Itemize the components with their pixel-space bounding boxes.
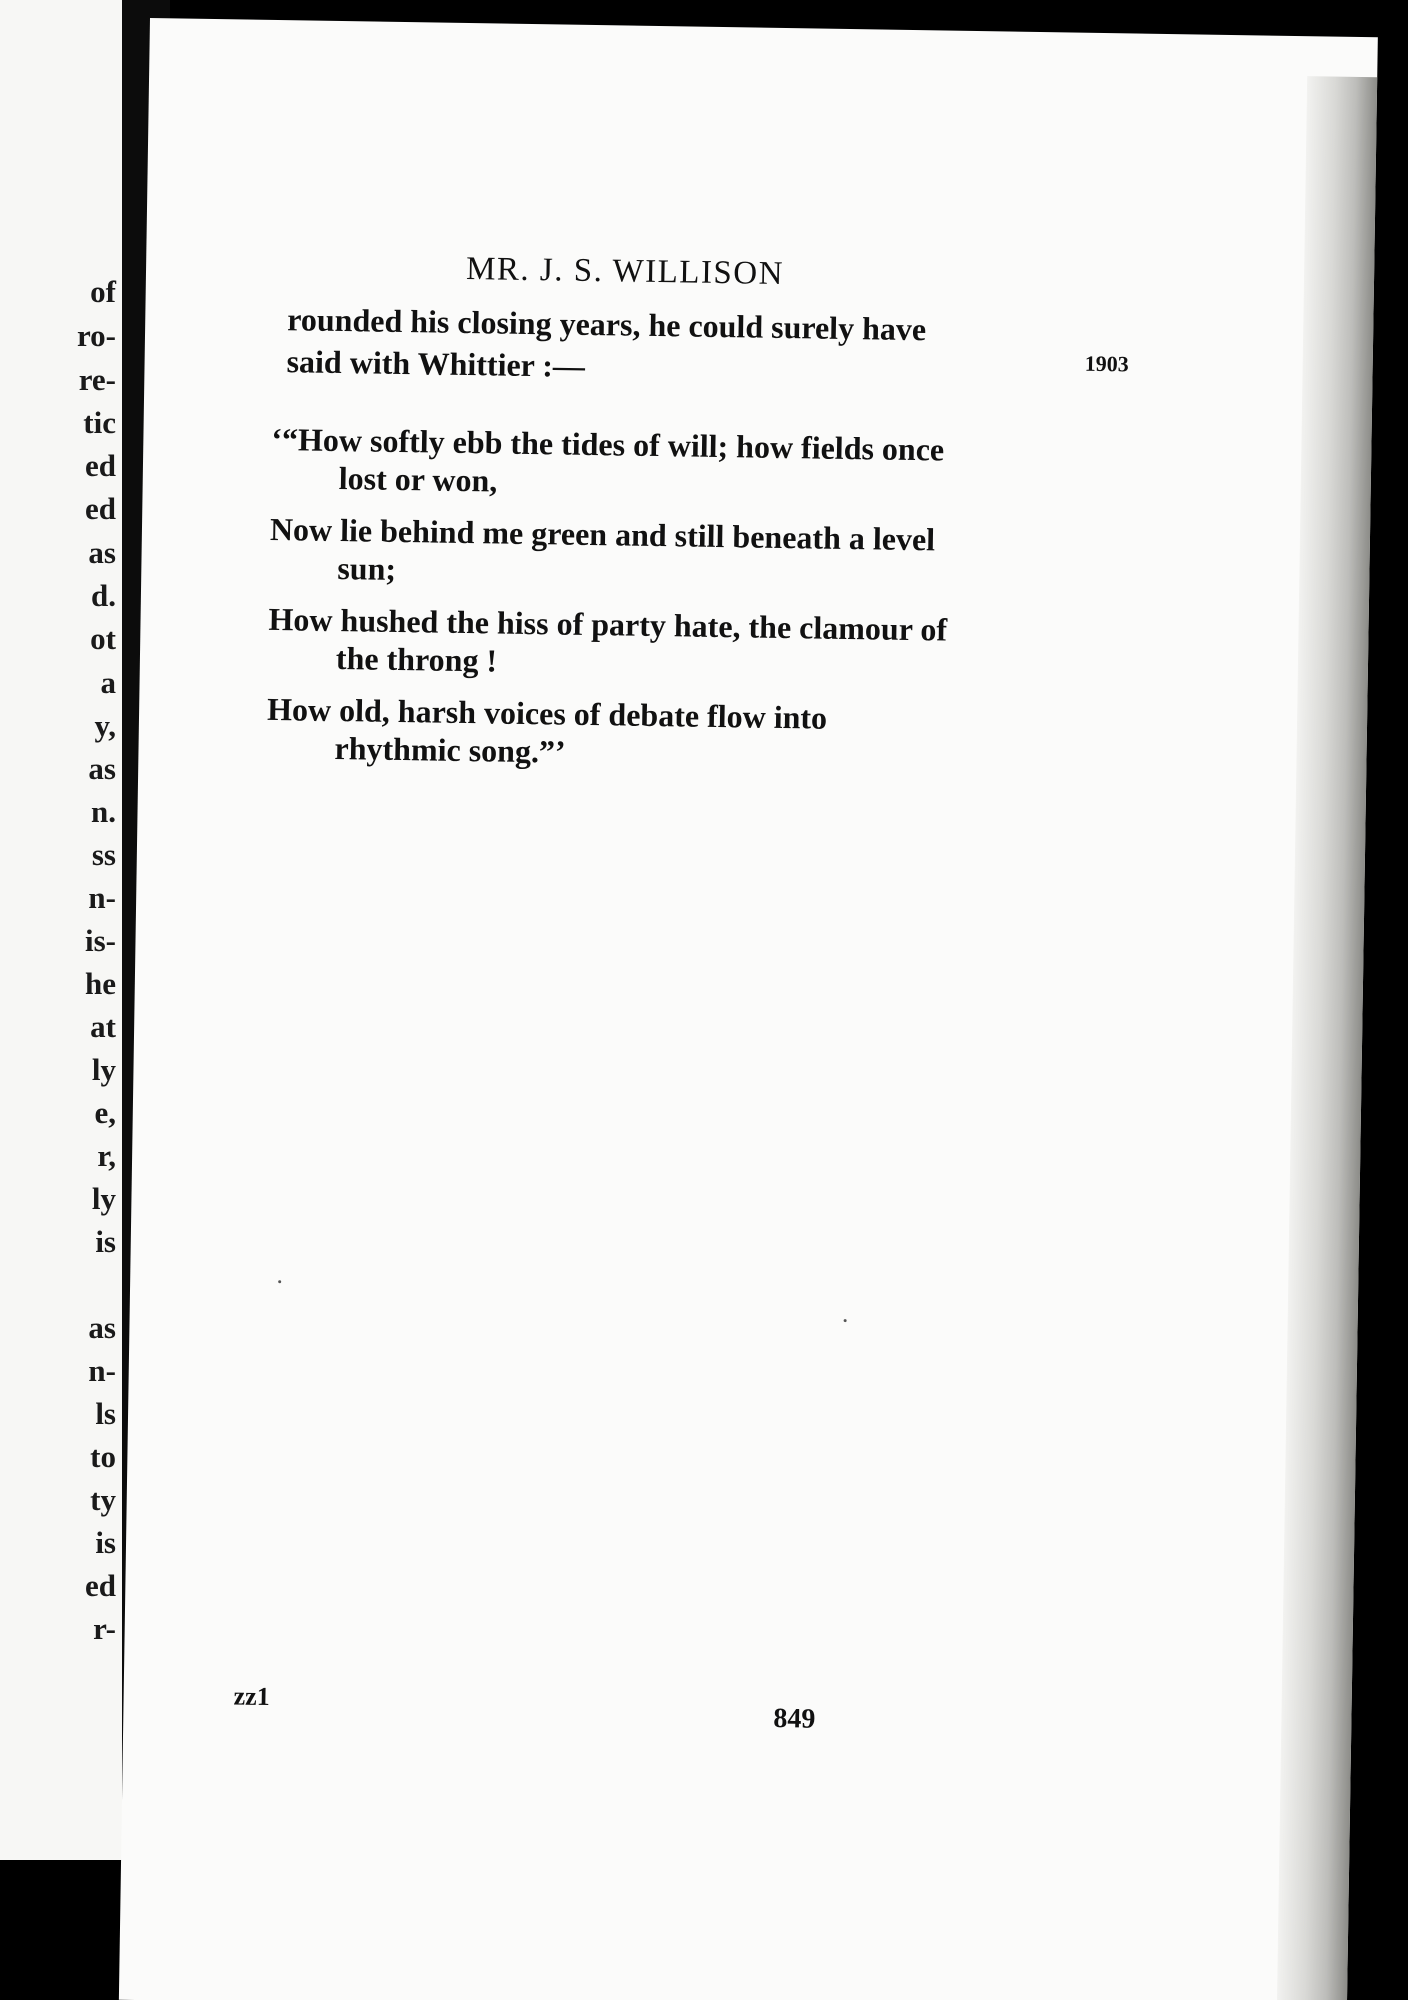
left-page-fragment: r- (93, 1611, 116, 1646)
book-page (119, 18, 1378, 2000)
left-page-fragment: ly (91, 1052, 116, 1087)
left-page-fragment: is- (85, 923, 116, 958)
left-page-fragment: ed (85, 448, 116, 483)
left-page-fragment: as (88, 1310, 116, 1345)
left-page-fragment: of (90, 274, 116, 309)
left-page-fragment: y, (94, 708, 116, 743)
poem-line-continuation: the throng ! (335, 640, 498, 679)
prose-line: said with Whittier :— (286, 343, 586, 384)
poem-line-continuation: sun; (337, 550, 397, 587)
left-page-fragment: n- (88, 1353, 116, 1388)
left-page-fragment: as (88, 751, 116, 786)
left-page-fragment: re- (78, 362, 116, 397)
poem-line (271, 420, 1092, 509)
paper-speck (278, 1280, 281, 1283)
left-page-fragment: n. (91, 794, 116, 829)
left-page-fragment: r, (97, 1138, 116, 1173)
left-page-fragment: he (85, 966, 116, 1001)
poem-line (269, 510, 1090, 599)
poem-line-continuation: lost or won, (338, 460, 498, 499)
left-page-fragment: n- (88, 880, 116, 915)
signature-mark: zz1 (233, 1681, 270, 1712)
poem-quotation (266, 420, 1092, 793)
poem-line-text: How old, harsh voices of debate flow into (266, 690, 828, 736)
left-page-fragment: at (90, 1009, 116, 1044)
poem-line-text: ‘“How softly ebb the tides of will; how fields once (271, 420, 945, 468)
left-page-fragment: to (90, 1439, 116, 1474)
left-page-fragment: ly (91, 1181, 116, 1216)
left-page-fragment: ed (85, 491, 116, 526)
left-facing-page (0, 0, 122, 1860)
left-page-fragment: ls (95, 1396, 116, 1431)
left-page-fragment: d. (91, 578, 116, 613)
left-page-fragment: ty (90, 1482, 116, 1517)
prose-line: rounded his closing years, he could surely have (287, 301, 927, 348)
left-page-fragment: as (88, 535, 116, 570)
left-page-fragment: ro- (76, 318, 116, 353)
left-page-fragment: e, (94, 1095, 116, 1130)
running-head: MR. J. S. WILLISON (465, 250, 785, 292)
left-page-fragment: ed (85, 1568, 116, 1603)
left-page-fragment: ss (91, 837, 116, 872)
page-number: 849 (773, 1703, 816, 1735)
left-page-fragment: is (95, 1224, 116, 1259)
poem-line-text: How hushed the hiss of party hate, the clamour of (268, 600, 948, 648)
poem-line (266, 690, 1087, 779)
prose-paragraph (286, 298, 1117, 395)
poem-line-continuation: rhythmic song.”’ (334, 729, 566, 770)
poem-line-text: Now lie behind me green and still beneath a level (269, 510, 936, 558)
poem-line (268, 600, 1089, 689)
left-page-fragment: a (100, 665, 116, 700)
paper-speck (844, 1319, 847, 1322)
left-page-fragment: ot (90, 621, 116, 656)
left-page-fragment: is (95, 1525, 116, 1560)
margin-year: 1903 (1084, 350, 1129, 377)
left-page-fragment: tic (83, 405, 116, 440)
page-edge-shadow (1277, 76, 1377, 2000)
